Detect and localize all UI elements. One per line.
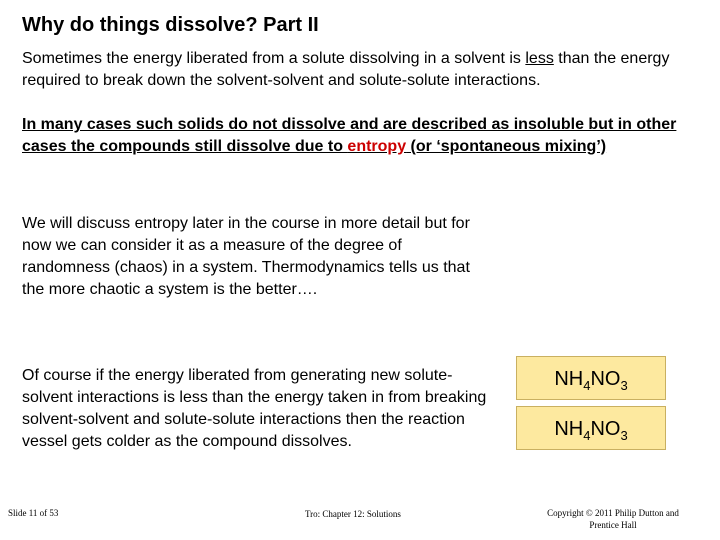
formula-part: NO — [590, 418, 621, 440]
formula-subscript: 3 — [620, 428, 628, 443]
emphasis-entropy: entropy — [347, 138, 407, 155]
footer-copyright: Copyright © 2011 Philip Dutton and Prentice Hall — [547, 508, 679, 530]
formula-subscript: 3 — [620, 378, 628, 393]
formula-part: NH — [554, 368, 584, 390]
footer-slide-number: Slide 11 of 53 — [8, 508, 59, 518]
formula-part: NO — [590, 368, 621, 390]
emphasis-less: less — [525, 50, 554, 67]
formula-subscript: 4 — [583, 428, 591, 443]
paragraph-text: than the energy required to break down the solvent-solvent and solute-solute interactions. — [22, 50, 670, 89]
paragraph-insoluble-entropy — [22, 114, 712, 158]
paragraph-text: Sometimes the energy liberated from a solute dissolving in a solvent is — [22, 50, 526, 67]
formula-subscript: 4 — [583, 378, 591, 393]
formula-part: NH — [554, 418, 584, 440]
paragraph-text: (or ‘spontaneous mixing’) — [406, 138, 607, 155]
paragraph-text: In many cases such solids do not dissolve and are described as insoluble but in other cases the compounds still dissolve due to — [22, 116, 677, 155]
slide-title: Why do things dissolve? Part II — [22, 14, 319, 36]
paragraph-energy-comparison — [22, 48, 712, 92]
formula-box — [516, 406, 666, 450]
formula-box — [516, 356, 666, 400]
paragraph-cold-dissolving: Of course if the energy liberated from generating new solute-solvent interactions is less than the energy taken in from breaking solvent-solvent and solute-solute interactions then the reaction vessel gets colder as the compound dissolves. — [22, 367, 487, 450]
footer-chapter: Tro: Chapter 12: Solutions — [305, 509, 401, 519]
paragraph-entropy-explanation: We will discuss entropy later in the course in more detail but for now we can consider it as a measure of the degree of randomness (chaos) in a system. Thermodynamics tells us that the more chaotic a system is the better…. — [22, 215, 470, 298]
